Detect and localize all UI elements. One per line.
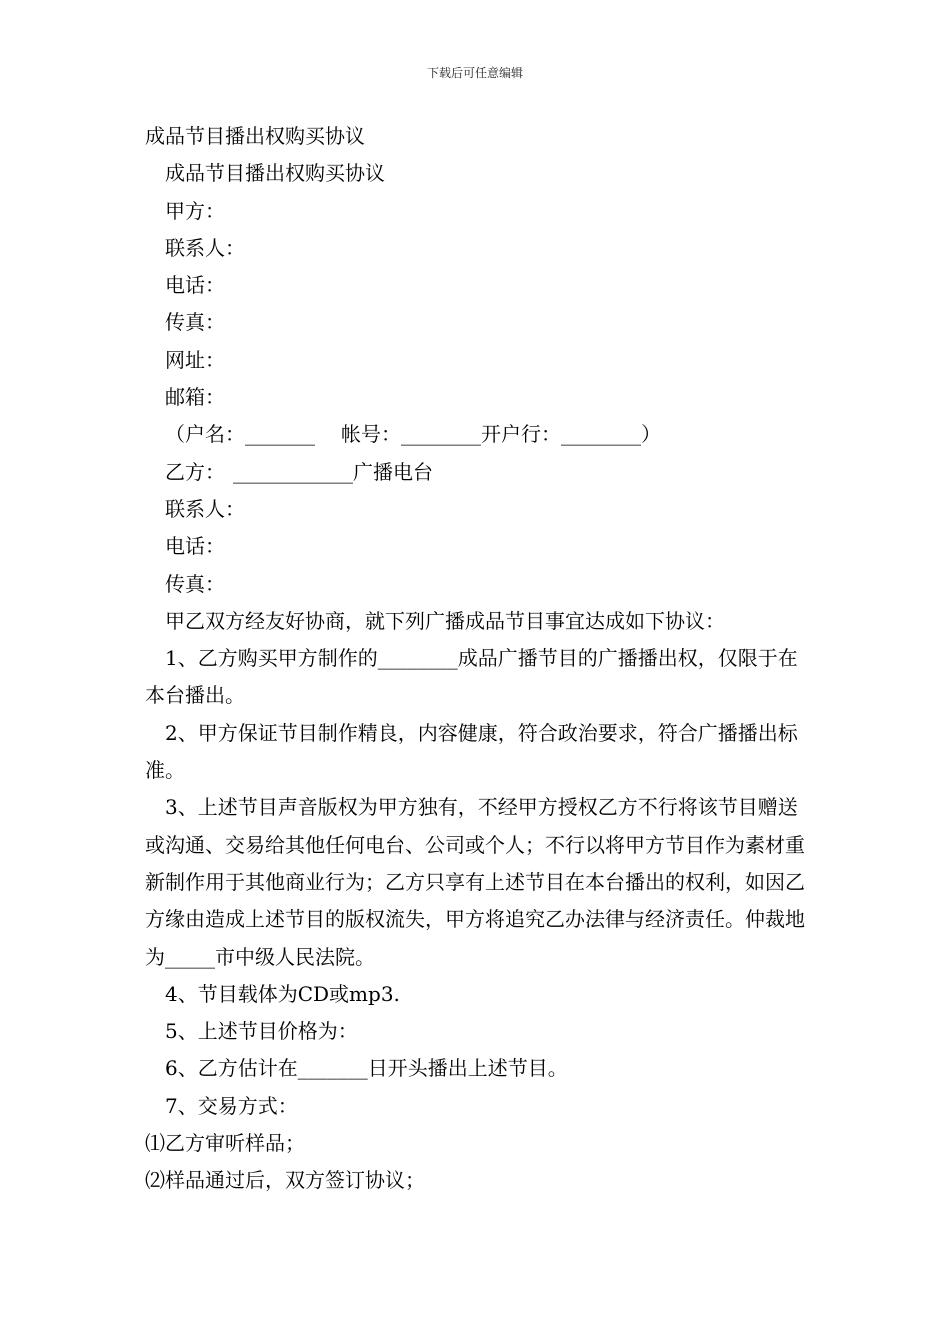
bank-blank: ________ (561, 422, 641, 447)
clause-1 (145, 640, 810, 715)
party-a-label: 甲方： (165, 198, 225, 223)
party-b-suffix: 广播电台 (353, 459, 433, 484)
party-b-label: 乙方： (165, 459, 225, 484)
party-b-fax: 传真： (165, 571, 225, 596)
account-close-paren: ） (641, 422, 661, 447)
clause-5: 5、上述节目价格为： (165, 1019, 358, 1044)
document-title: 成品节目播出权购买协议 (145, 124, 365, 148)
party-a-phone: 电话： (165, 273, 225, 298)
clause-6-text-a: 6、乙方估计在 (165, 1056, 298, 1081)
party-b-line (145, 454, 810, 491)
party-a-contact: 联系人： (165, 235, 245, 260)
clause-2: 2、甲方保证节目制作精良，内容健康，符合政治要求，符合广播播出标准。 (145, 720, 798, 783)
party-a-website: 网址： (165, 347, 225, 372)
clause-7-step-1: ⑴乙方审听样品； (145, 1131, 305, 1156)
account-number-blank: ________ (401, 422, 481, 447)
agreement-intro: 甲乙双方经友好协商，就下列广播成品节目事宜达成如下协议： (165, 608, 725, 633)
clause-4: 4、节目载体为CD或mp3. (165, 981, 400, 1006)
clause-1-blank: ________ (377, 646, 458, 671)
clause-3-text-b: 市中级人民法院。 (215, 944, 375, 969)
clause-3-text-a: 3、上述节目声音版权为甲方独有，不经甲方授权乙方不行将该节目赠送或沟通、交易给其他任何电台、公司或个人；不行以将甲方节目作为素材重新制作用于其他商业行为；乙方只享有上述节目在本台播出的权利，如因乙方缘由造成上述节目的版权流失，甲方将追究乙办法律与经济责任。仲裁地为 (145, 795, 805, 969)
account-name-label: （户名： (165, 422, 245, 447)
clause-1-text-a: 1、乙方购买甲方制作的 (165, 646, 378, 671)
party-b-contact: 联系人： (165, 496, 245, 521)
clause-6-text-b: 日开头播出上述节目。 (367, 1056, 568, 1081)
clause-6 (145, 1050, 810, 1087)
party-a-email: 邮箱： (165, 385, 225, 410)
account-number-label: 帐号： (341, 422, 401, 447)
clause-7-step-2: ⑵样品通过后，双方签订协议； (145, 1168, 425, 1193)
clause-6-blank: _______ (297, 1056, 368, 1081)
account-info-line (145, 416, 810, 453)
party-b-phone: 电话： (165, 534, 225, 559)
party-b-blank: ____________ (233, 459, 353, 484)
page-header: 下载后可任意编辑 (426, 66, 523, 80)
agreement-heading: 成品节目播出权购买协议 (165, 161, 385, 186)
account-name-blank: _______ (245, 422, 315, 447)
clause-1-text-b: 成品广播节目的广播播出权，仅限于在本台播出。 (145, 646, 798, 708)
bank-label: 开户行： (481, 422, 561, 447)
clause-7: 7、交易方式： (165, 1093, 298, 1118)
clause-3 (145, 789, 810, 975)
document-body (145, 118, 810, 1200)
clause-3-blank: _____ (165, 944, 215, 969)
party-a-fax: 传真： (165, 310, 225, 335)
